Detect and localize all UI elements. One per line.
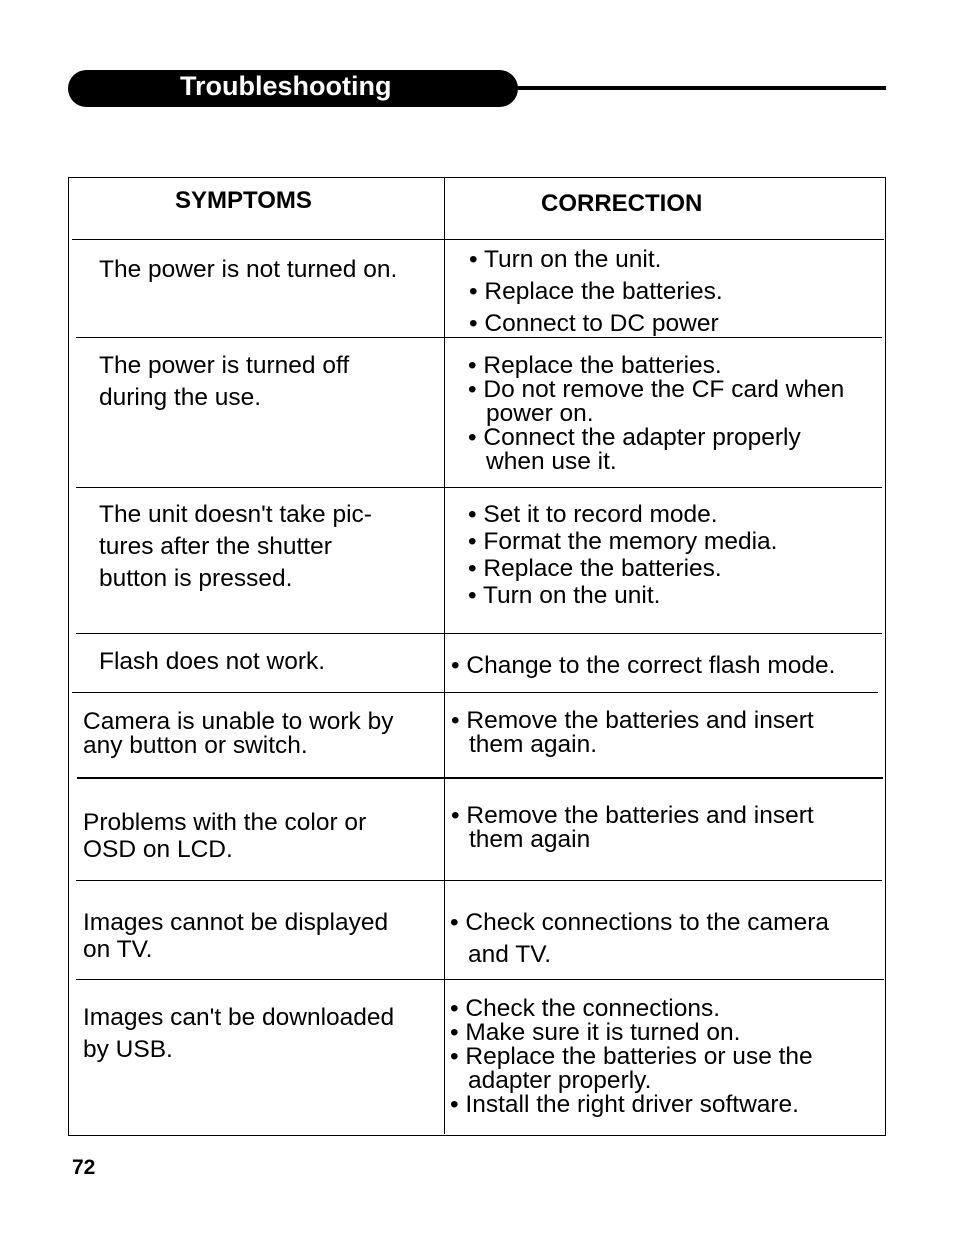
correction-line: • Set it to record mode.: [468, 501, 718, 528]
section-title: Troubleshooting: [180, 71, 392, 101]
correction-line: • Replace the batteries or use the: [450, 1043, 813, 1070]
correction-line: • Turn on the unit.: [469, 246, 662, 273]
correction-cell: [450, 907, 829, 971]
correction-line: them again.: [469, 731, 598, 758]
column-header-correction: CORRECTION: [541, 190, 703, 217]
symptom-line: Images can't be downloaded: [83, 1004, 395, 1031]
symptom-line: OSD on LCD.: [83, 836, 233, 863]
symptom-line: Problems with the color or: [83, 809, 367, 836]
page-number: 72: [72, 1156, 96, 1179]
column-header-symptoms: SYMPTOMS: [175, 187, 312, 214]
symptom-cell: [99, 499, 372, 595]
correction-line: • Replace the batteries.: [469, 278, 723, 305]
correction-cell: [451, 650, 835, 682]
correction-line: • Check the connections.: [450, 995, 721, 1022]
symptom-line: The power is turned off: [99, 352, 350, 379]
correction-line: when use it.: [486, 448, 617, 475]
symptom-line: by USB.: [83, 1036, 173, 1063]
symptom-line: tures after the shutter: [99, 533, 332, 560]
correction-line: • Turn on the unit.: [468, 582, 661, 609]
symptom-line: Camera is unable to work by: [83, 708, 394, 735]
symptom-cell: [83, 710, 393, 758]
symptom-line: during the use.: [99, 384, 262, 411]
symptom-line: The power is not turned on.: [99, 256, 398, 283]
correction-line: • Change to the correct flash mode.: [451, 652, 836, 679]
symptom-line: button is pressed.: [99, 565, 293, 592]
correction-line: • Connect to DC power: [469, 310, 719, 337]
symptom-cell: [83, 909, 388, 963]
row-divider: [72, 692, 878, 693]
correction-line: • Remove the batteries and insert: [451, 802, 814, 829]
correction-line: • Format the memory media.: [468, 528, 778, 555]
symptom-line: Flash does not work.: [99, 648, 326, 675]
correction-line: • Make sure it is turned on.: [450, 1019, 741, 1046]
correction-line: • Replace the batteries.: [468, 555, 722, 582]
header-rule: [500, 86, 886, 90]
row-divider: [76, 979, 884, 980]
correction-line: adapter properly.: [468, 1067, 652, 1094]
symptom-cell: [99, 646, 325, 678]
correction-line: • Do not remove the CF card when: [468, 376, 845, 403]
correction-cell: [468, 354, 844, 474]
symptom-cell: [83, 809, 366, 863]
correction-cell: [468, 501, 777, 609]
correction-line: • Replace the batteries.: [468, 352, 722, 379]
symptom-line: on TV.: [83, 936, 153, 963]
correction-line: • Check connections to the camera: [450, 909, 829, 936]
symptom-line: any button or switch.: [83, 732, 308, 759]
column-divider: [444, 178, 445, 1134]
row-divider: [76, 880, 882, 881]
row-divider: [72, 239, 884, 240]
correction-cell: [451, 709, 814, 757]
correction-line: • Remove the batteries and insert: [451, 707, 814, 734]
correction-line: and TV.: [468, 941, 552, 968]
symptom-cell: [83, 1002, 394, 1066]
symptom-line: The unit doesn't take pic-: [99, 501, 372, 528]
row-divider: [76, 633, 882, 634]
correction-cell: [450, 997, 813, 1117]
correction-line: power on.: [486, 400, 594, 427]
symptom-cell: [99, 350, 349, 414]
symptom-line: Images cannot be displayed: [83, 909, 389, 936]
correction-cell: [451, 804, 814, 852]
correction-line: • Connect the adapter properly: [468, 424, 801, 451]
correction-line: them again: [469, 826, 591, 853]
row-divider: [77, 777, 883, 779]
correction-line: • Install the right driver software.: [450, 1091, 799, 1118]
correction-cell: [469, 244, 723, 340]
symptom-cell: [99, 254, 397, 286]
row-divider: [76, 487, 882, 488]
